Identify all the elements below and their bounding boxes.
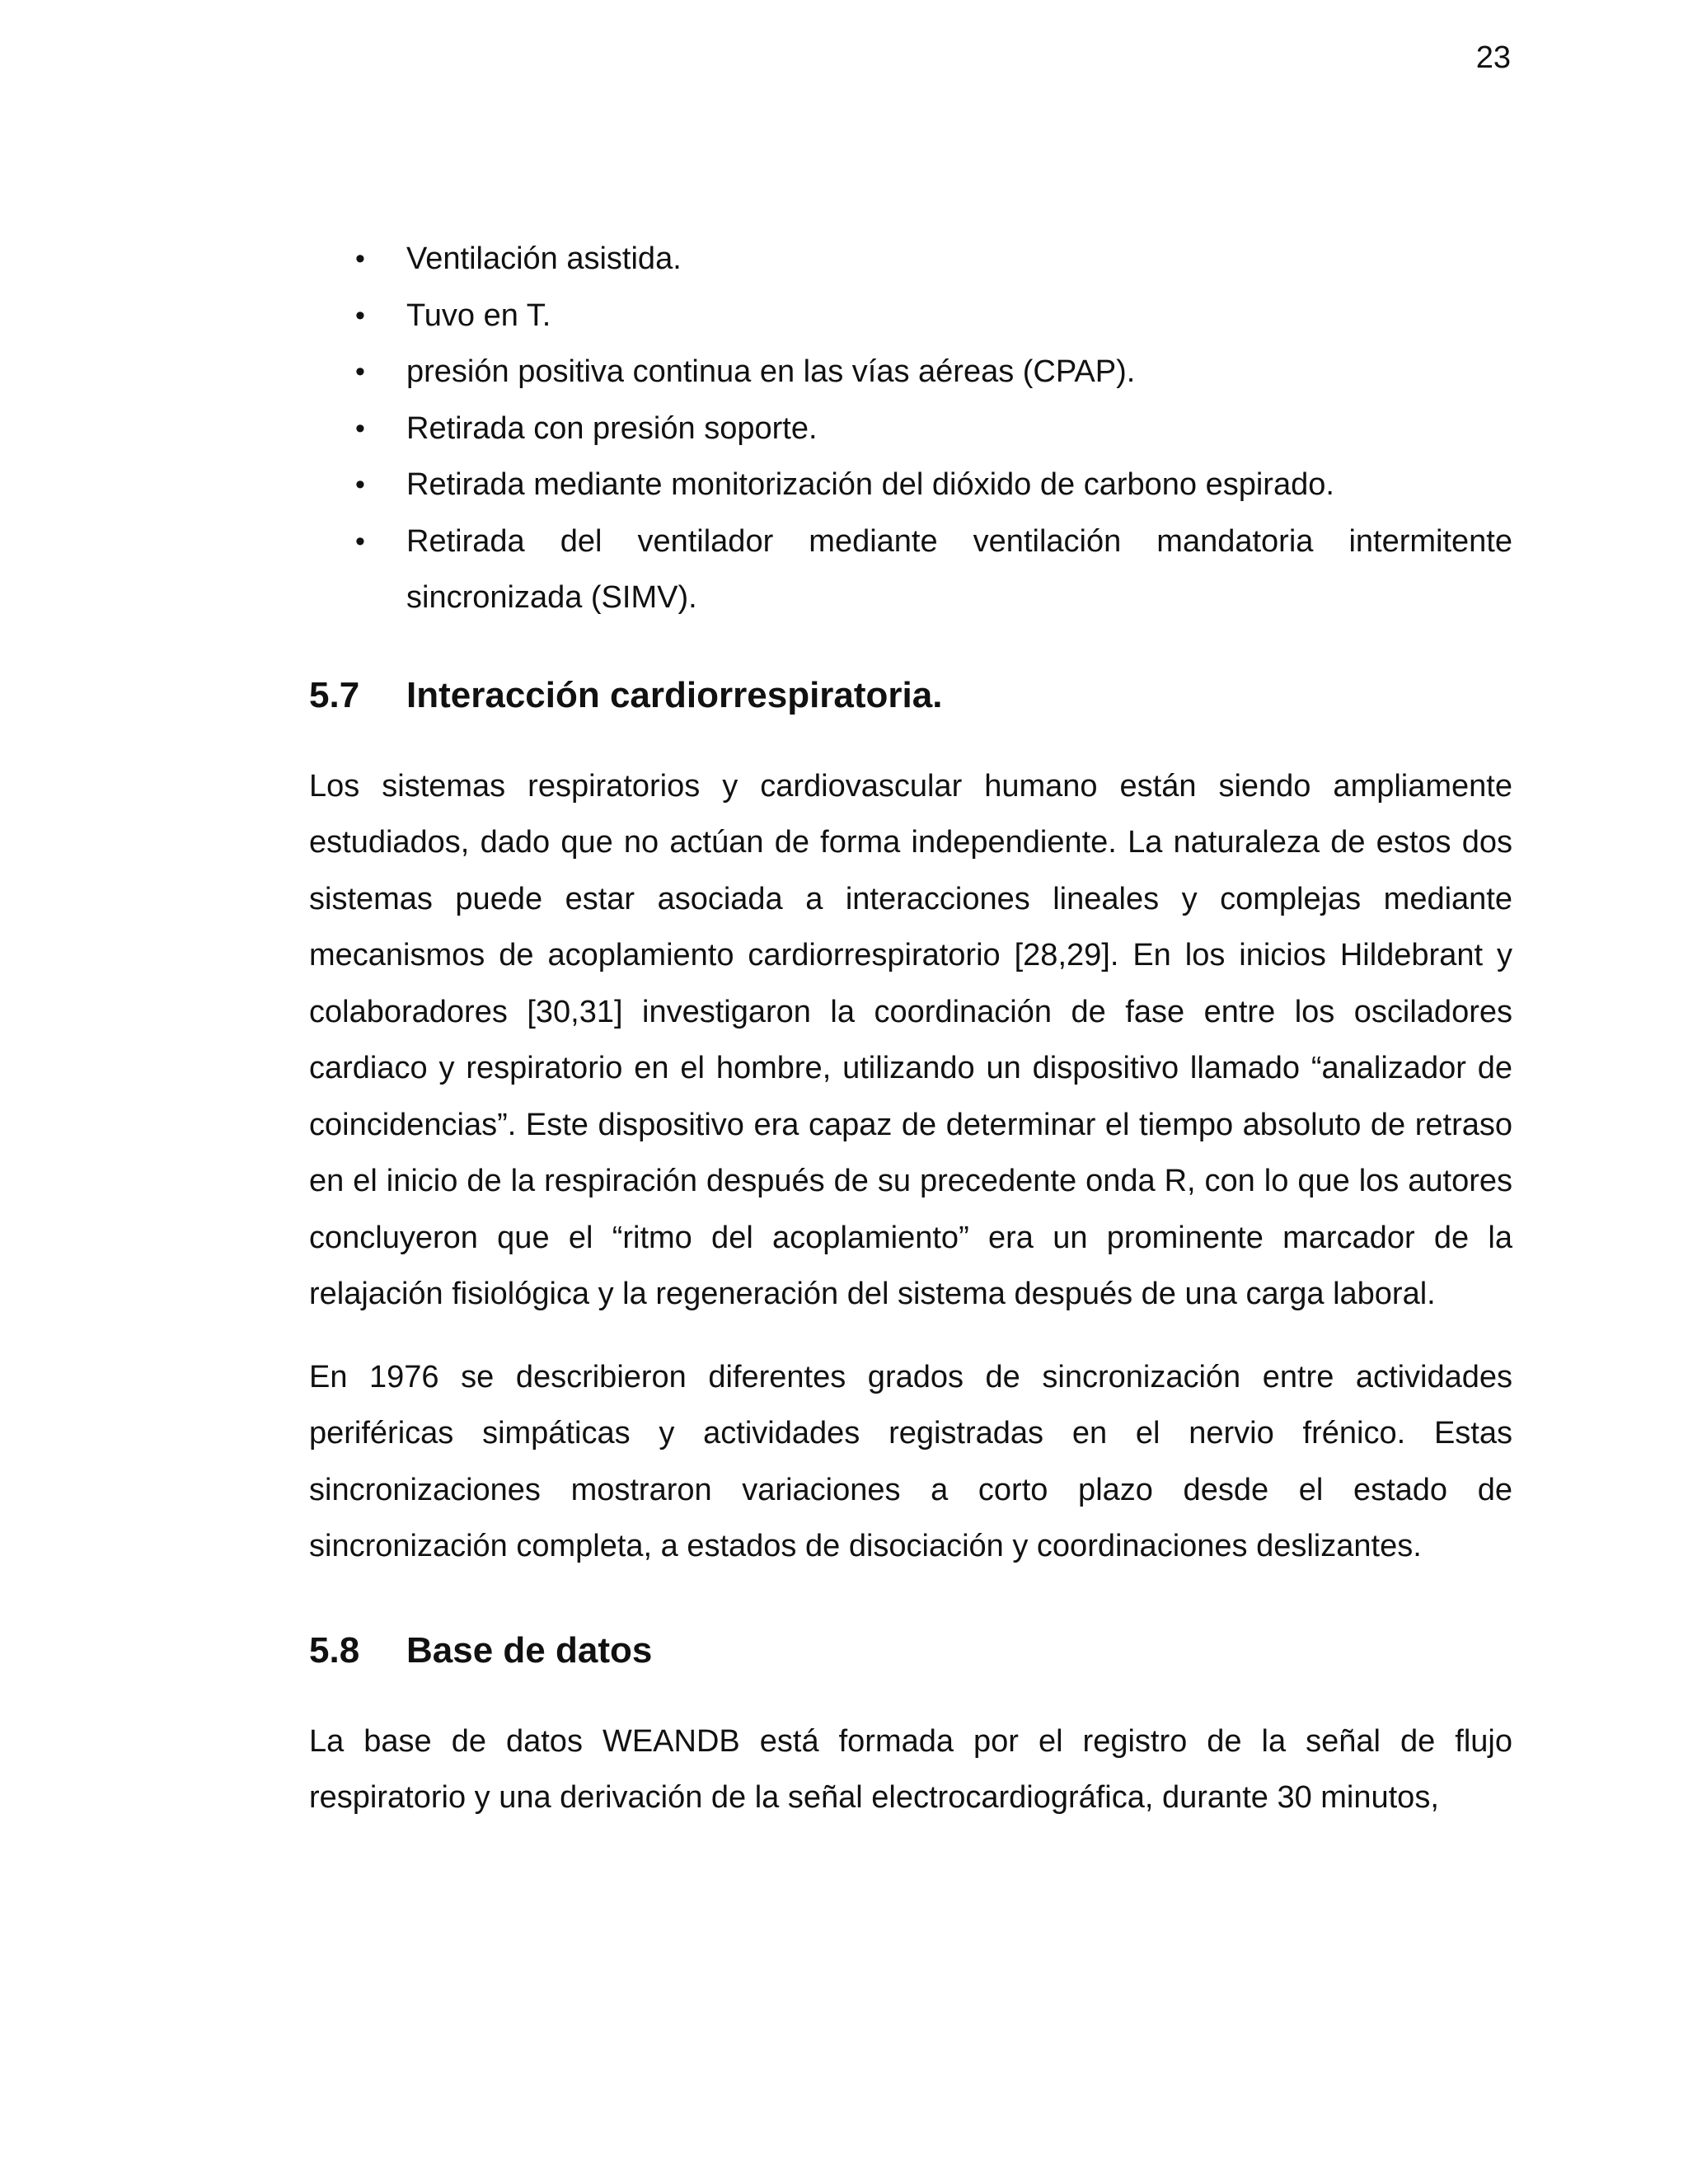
list-item — [309, 401, 1512, 457]
paragraph: La base de datos WEANDB está formada por el registro de la señal de flujo respiratorio y una derivación de la señal electrocardiográfica, durante 30 minutos, — [309, 1723, 1512, 1815]
list-item-text: Ventilación asistida. — [406, 241, 682, 276]
bullet-icon: • — [355, 525, 365, 557]
bullet-icon: • — [355, 243, 365, 274]
paragraph: Los sistemas respiratorios y cardiovascular humano están siendo ampliamente estudiados, dado que no actúan de forma independiente. La naturaleza de estos dos sistemas puede estar asociada a interacciones lineales y complejas mediante mecanismos de acoplamiento cardiorrespiratorio [28,29]. En los inicios Hildebrant y colaboradores [30,31] investigaron la coordinación de fase entre los osciladores cardiaco y respiratorio en el hombre, utilizando un dispositivo llamado “analizador de coincidencias”. Este dispositivo era capaz de determinar el tiempo absoluto de retraso en el inicio de la respiración después de su precedente onda R, con lo que los autores concluyeron que el “ritmo del acoplamiento” era un prominente marcador de la relajación fisiológica y la regeneración del sistema después de una carga laboral. — [309, 768, 1512, 1311]
list-item-text: Retirada del ventilador mediante ventilación mandatoria intermitente sincronizada (SIMV). — [406, 523, 1512, 615]
list-item — [309, 231, 1512, 288]
section-heading-5-7 — [309, 671, 1512, 720]
bullet-list — [309, 231, 1512, 626]
bullet-icon: • — [355, 299, 365, 331]
list-item-text: presión positiva continua en las vías aéreas (CPAP). — [406, 354, 1136, 389]
page-content — [309, 231, 1512, 1826]
bullet-icon: • — [355, 412, 365, 444]
bullet-icon: • — [355, 469, 365, 500]
bullet-icon: • — [355, 356, 365, 387]
list-item-text: Tuvo en T. — [406, 298, 551, 333]
section-number: 5.8 — [309, 1629, 360, 1671]
list-item-text: Retirada con presión soporte. — [406, 410, 818, 446]
page-number: 23 — [1475, 40, 1511, 75]
list-item — [309, 513, 1512, 626]
section-number: 5.7 — [309, 674, 360, 715]
section-heading-5-8 — [309, 1626, 1512, 1675]
paragraph: En 1976 se describieron diferentes grados de sincronización entre actividades periféricas simpáticas y actividades registradas en el nervio frénico. Estas sincronizaciones mostraron variaciones a corto plazo desde el estado de sincronización completa, a estados de disociación y coordinaciones deslizantes. — [309, 1359, 1512, 1563]
list-item — [309, 288, 1512, 344]
list-item-text: Retirada mediante monitorización del dióxido de carbono espirado. — [406, 467, 1334, 502]
list-item — [309, 344, 1512, 401]
section-title: Interacción cardiorrespiratoria. — [406, 674, 943, 715]
list-item — [309, 457, 1512, 513]
section-title: Base de datos — [406, 1629, 653, 1671]
